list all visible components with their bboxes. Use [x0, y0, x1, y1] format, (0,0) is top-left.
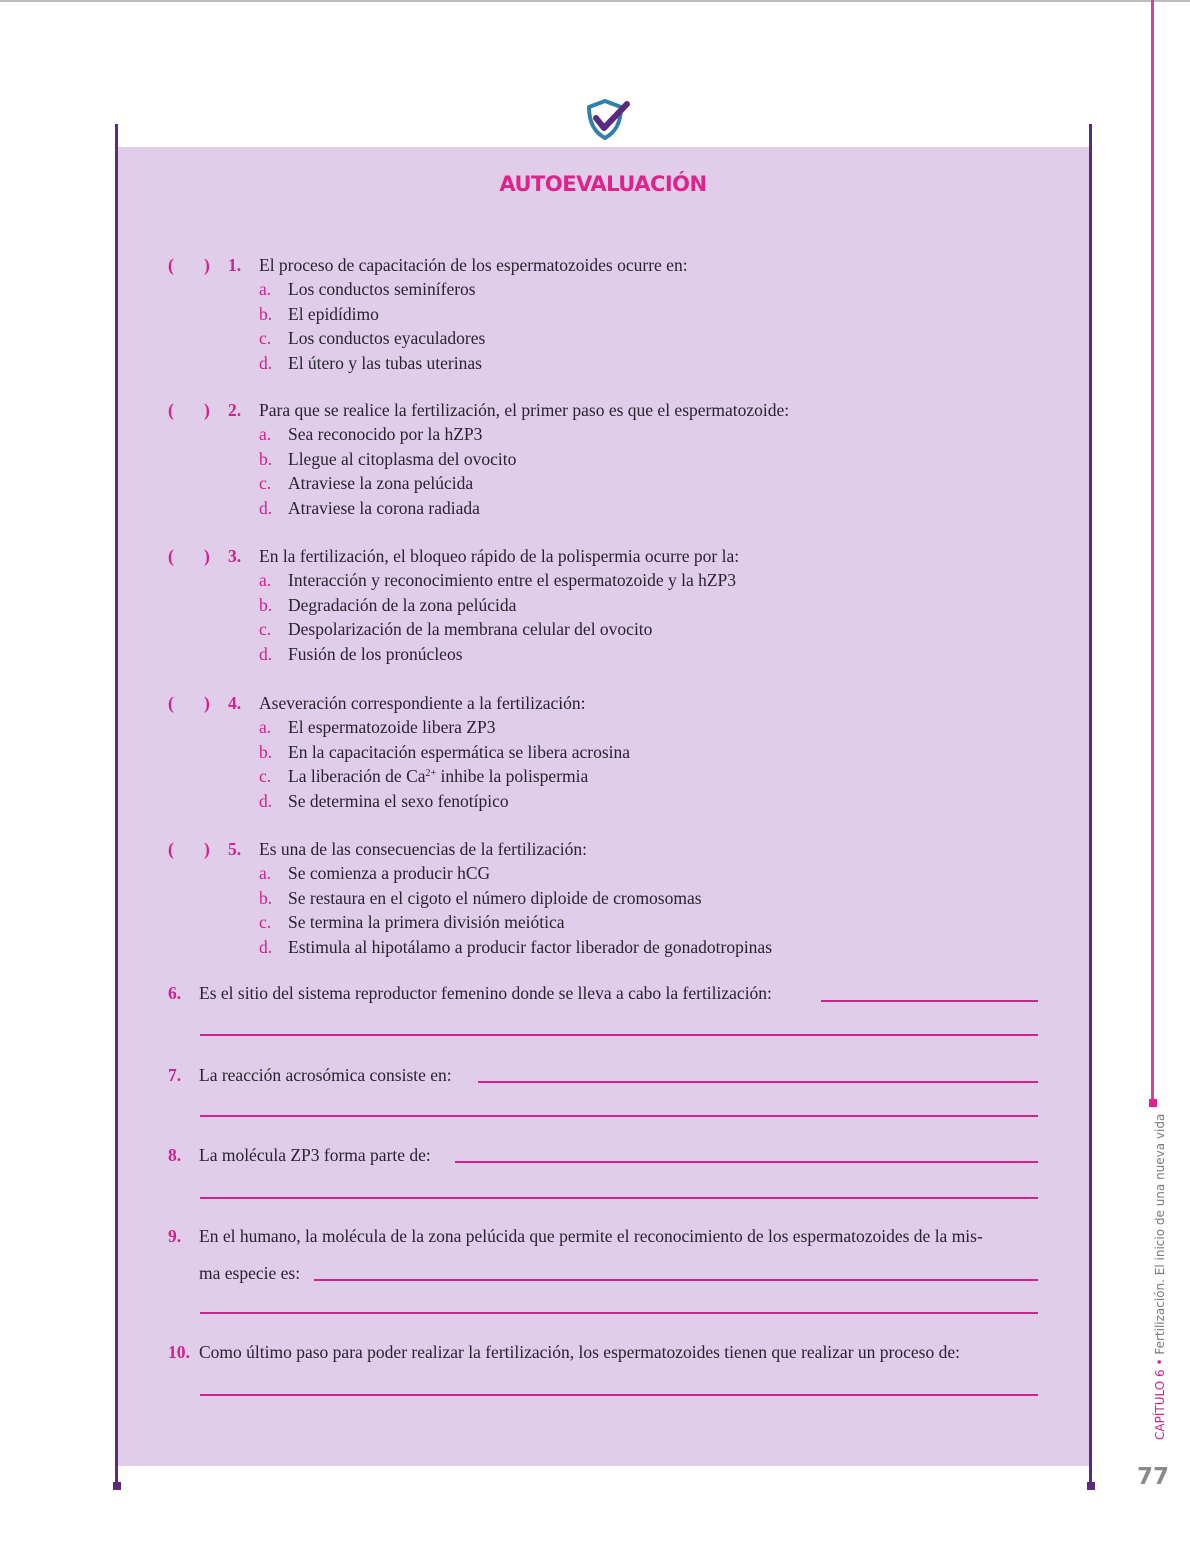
answer-paren-close[interactable]: ) [204, 839, 210, 859]
answer-option [168, 326, 1068, 351]
answer-option [168, 886, 1068, 911]
option-text [288, 740, 630, 765]
open-question-8 [168, 1145, 1038, 1169]
option-letter: b. [259, 448, 273, 469]
option-text [288, 764, 588, 789]
answer-paren-open[interactable]: ( [168, 693, 174, 713]
option-letter: b. [259, 741, 273, 762]
question-text-continued: ma especie es: [199, 1263, 301, 1283]
question-number: 2. [228, 400, 242, 420]
option-text-part: Atraviese la zona pelúcida [288, 473, 474, 493]
frame-right-rule [1089, 124, 1092, 1487]
option-text-part: El útero y las tubas uterinas [288, 352, 482, 373]
option-text [288, 861, 490, 886]
option-text-part: Interacción y reconocimiento entre el espermatozoide y la hZP3 [288, 570, 737, 590]
option-text-part: Degradación de la zona pelúcida [288, 594, 517, 615]
answer-option [168, 277, 1068, 302]
answer-option [168, 568, 1068, 593]
open-question-9-line2 [168, 1263, 1038, 1287]
option-letter: a. [259, 863, 272, 883]
margin-line [1151, 0, 1154, 1100]
option-text-part: Se restaura en el cigoto el número diploide de cromosomas [288, 887, 702, 908]
question-line [168, 837, 1068, 861]
option-text [288, 326, 485, 351]
multiple-choice-question-2 [168, 398, 1068, 520]
answer-paren-open[interactable]: ( [168, 400, 174, 420]
answer-option [168, 447, 1068, 472]
option-text-part: Llegue al citoplasma del ovocito [288, 448, 517, 469]
answer-option [168, 910, 1068, 935]
question-text: Es una de las consecuencias de la fertilización: [259, 839, 587, 859]
option-text [288, 447, 516, 472]
option-text-part: La liberación de Ca [288, 766, 426, 786]
answer-option [168, 740, 1068, 765]
question-text: En la fertilización, el bloqueo rápido de la polispermia ocurre por la: [259, 546, 740, 566]
option-text [288, 789, 509, 814]
option-text [288, 617, 652, 642]
answer-blank-10[interactable] [200, 1394, 1038, 1396]
answer-paren-close[interactable]: ) [204, 255, 210, 275]
answer-paren-open[interactable]: ( [168, 546, 174, 566]
frame-corner-bottom-left [113, 1482, 121, 1490]
answer-option [168, 593, 1068, 618]
open-question-10 [168, 1342, 1038, 1366]
option-text-part: Despolarización de la membrana celular del ovocito [288, 619, 653, 639]
option-text [288, 302, 379, 327]
option-text-part: Los conductos eyaculadores [288, 328, 486, 348]
chapter-label: CAPÍTULO 6 [1153, 1369, 1167, 1440]
option-text [288, 471, 473, 496]
multiple-choice-question-5 [168, 837, 1068, 959]
answer-blank-6b[interactable] [200, 1034, 1038, 1036]
question-number: 8. [168, 1145, 182, 1165]
option-letter: d. [259, 497, 273, 518]
question-line [168, 691, 1068, 715]
frame-corner-bottom-right [1087, 1482, 1095, 1490]
question-number: 9. [168, 1226, 182, 1246]
answer-paren-open[interactable]: ( [168, 839, 174, 859]
page-number: 77 [1137, 1464, 1170, 1490]
answer-paren-open[interactable]: ( [168, 255, 174, 275]
question-line [168, 253, 1068, 277]
answer-option [168, 935, 1068, 960]
option-letter: c. [259, 766, 272, 786]
option-letter: a. [259, 424, 272, 444]
running-head [1153, 1114, 1167, 1440]
option-letter: c. [259, 912, 272, 932]
option-letter: b. [259, 887, 273, 908]
option-text [288, 593, 516, 618]
option-text [288, 351, 482, 376]
option-letter: d. [259, 936, 273, 957]
option-letter: d. [259, 790, 273, 811]
question-text: Como último paso para poder realizar la fertilización, los espermatozoides tienen que realizar un proceso de: [199, 1342, 960, 1362]
page-title: AUTOEVALUACIÓN [499, 172, 707, 196]
option-letter: a. [259, 279, 272, 299]
answer-blank-8a[interactable] [455, 1161, 1038, 1163]
answer-option [168, 422, 1068, 447]
top-rule [0, 0, 1190, 2]
open-question-9 [168, 1226, 1038, 1250]
answer-blank-8b[interactable] [200, 1197, 1038, 1199]
answer-blank-9b[interactable] [200, 1312, 1038, 1314]
question-line [168, 544, 1068, 568]
option-text-part: Los conductos seminíferos [288, 279, 476, 299]
question-number: 6. [168, 983, 182, 1003]
answer-option [168, 764, 1068, 789]
answer-paren-close[interactable]: ) [204, 546, 210, 566]
option-text [288, 715, 496, 740]
option-text-part: Fusión de los pronúcleos [288, 643, 463, 664]
open-question-6 [168, 983, 1038, 1007]
answer-blank-9a[interactable] [314, 1279, 1038, 1281]
chapter-separator: • [1153, 1354, 1167, 1370]
question-text: El proceso de capacitación de los espermatozoides ocurre en: [259, 255, 688, 275]
option-text-part: Se comienza a producir hCG [288, 863, 491, 883]
answer-option [168, 351, 1068, 376]
superscript: 2+ [425, 768, 437, 779]
question-text: Es el sitio del sistema reproductor femenino donde se lleva a cabo la fertilización: [199, 983, 772, 1003]
answer-paren-close[interactable]: ) [204, 693, 210, 713]
option-text [288, 910, 565, 935]
option-letter: c. [259, 328, 272, 348]
option-text-part: Atraviese la corona radiada [288, 497, 480, 518]
question-text: Para que se realice la fertilización, el primer paso es que el espermatozoide: [259, 400, 790, 420]
answer-option [168, 471, 1068, 496]
option-text-part: En la capacitación espermática se libera acrosina [288, 741, 631, 762]
question-line [168, 398, 1068, 422]
option-text [288, 422, 482, 447]
shield-check-icon [583, 98, 631, 142]
option-letter: d. [259, 643, 273, 664]
option-text [288, 935, 772, 960]
option-text-part: El epidídimo [288, 303, 379, 324]
option-letter: c. [259, 473, 272, 493]
answer-option [168, 302, 1068, 327]
question-number: 4. [228, 693, 242, 713]
question-number: 7. [168, 1065, 182, 1085]
open-question-7 [168, 1065, 1038, 1089]
answer-paren-close[interactable]: ) [204, 400, 210, 420]
option-letter: a. [259, 717, 272, 737]
answer-blank-7b[interactable] [200, 1115, 1038, 1117]
answer-blank-7a[interactable] [478, 1081, 1038, 1083]
question-text: Aseveración correspondiente a la fertilización: [259, 693, 586, 713]
option-text [288, 568, 736, 593]
chapter-title: Fertilización. El inicio de una nueva vida [1153, 1113, 1167, 1355]
option-text [288, 886, 702, 911]
question-number: 3. [228, 546, 242, 566]
question-number: 5. [228, 839, 242, 859]
option-letter: b. [259, 303, 273, 324]
option-text-part: Sea reconocido por la hZP3 [288, 424, 483, 444]
answer-option [168, 715, 1068, 740]
answer-blank-6a[interactable] [821, 1000, 1038, 1002]
option-letter: b. [259, 594, 273, 615]
option-letter: a. [259, 570, 272, 590]
margin-marker [1149, 1099, 1157, 1107]
question-number: 1. [228, 255, 242, 275]
option-text-part: inhibe la polispermia [436, 766, 589, 786]
option-text [288, 642, 463, 667]
option-text-part: Se termina la primera división meiótica [288, 912, 565, 932]
multiple-choice-question-4 [168, 691, 1068, 813]
multiple-choice-question-1 [168, 253, 1068, 375]
frame-left-rule [115, 124, 118, 1487]
option-letter: d. [259, 352, 273, 373]
answer-option [168, 861, 1068, 886]
option-text [288, 496, 480, 521]
option-text-part: Estimula al hipotálamo a producir factor liberador de gonadotropinas [288, 936, 773, 957]
answer-option [168, 496, 1068, 521]
option-text-part: El espermatozoide libera ZP3 [288, 717, 496, 737]
question-number: 10. [168, 1342, 190, 1362]
answer-option [168, 789, 1068, 814]
answer-option [168, 617, 1068, 642]
option-text [288, 277, 476, 302]
answer-option [168, 642, 1068, 667]
question-text: En el humano, la molécula de la zona pelúcida que permite el reconocimiento de los espermatozoides de la mis- [199, 1226, 983, 1246]
option-letter: c. [259, 619, 272, 639]
question-text: La reacción acrosómica consiste en: [199, 1065, 452, 1085]
multiple-choice-question-3 [168, 544, 1068, 666]
question-text: La molécula ZP3 forma parte de: [199, 1145, 431, 1165]
option-text-part: Se determina el sexo fenotípico [288, 790, 509, 811]
